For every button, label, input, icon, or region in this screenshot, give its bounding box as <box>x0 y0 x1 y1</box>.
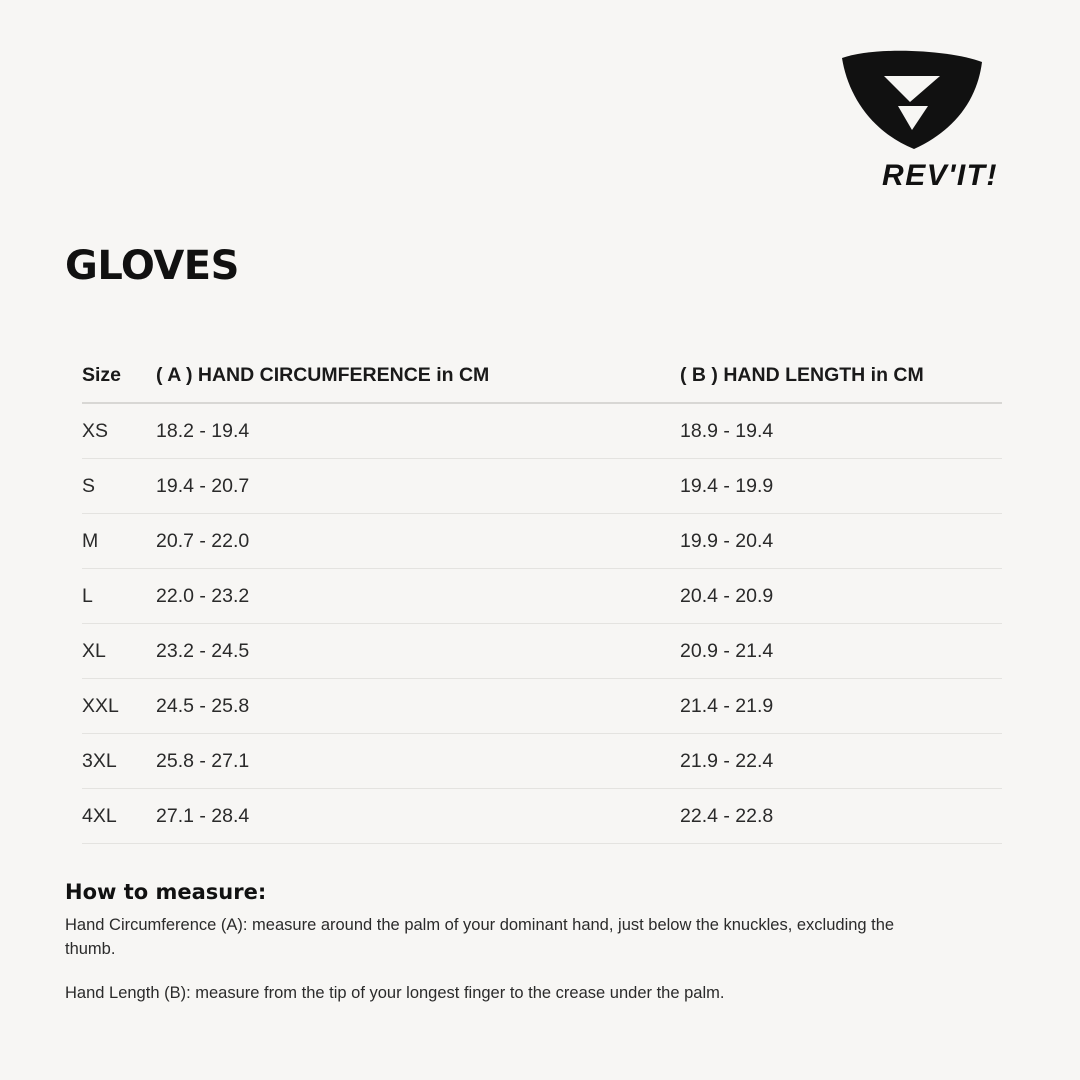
cell-size: 4XL <box>82 789 156 844</box>
how-to-measure-heading: How to measure: <box>65 880 267 904</box>
cell-hand-length: 19.4 - 19.9 <box>680 459 1002 514</box>
cell-hand-length: 21.4 - 21.9 <box>680 679 1002 734</box>
page-title: GLOVES <box>65 243 239 289</box>
table-row <box>82 459 1002 514</box>
table-row <box>82 734 1002 789</box>
cell-hand-circumference: 23.2 - 24.5 <box>156 624 680 679</box>
cell-size: XS <box>82 403 156 459</box>
cell-size: XL <box>82 624 156 679</box>
revit-shield-icon <box>832 46 992 151</box>
table-body <box>82 403 1002 844</box>
cell-hand-length: 20.4 - 20.9 <box>680 569 1002 624</box>
cell-hand-length: 19.9 - 20.4 <box>680 514 1002 569</box>
cell-hand-circumference: 19.4 - 20.7 <box>156 459 680 514</box>
cell-hand-length: 18.9 - 19.4 <box>680 403 1002 459</box>
table-row <box>82 403 1002 459</box>
table-row <box>82 569 1002 624</box>
cell-hand-circumference: 24.5 - 25.8 <box>156 679 680 734</box>
brand-wordmark: REV'IT! <box>882 159 998 192</box>
cell-hand-circumference: 27.1 - 28.4 <box>156 789 680 844</box>
column-header-size: Size <box>82 364 156 403</box>
size-table <box>82 364 1002 844</box>
cell-size: M <box>82 514 156 569</box>
cell-size: 3XL <box>82 734 156 789</box>
cell-size: XXL <box>82 679 156 734</box>
cell-size: L <box>82 569 156 624</box>
table-head <box>82 364 1002 403</box>
size-table-container <box>82 364 1002 844</box>
how-to-measure-circumference-text: Hand Circumference (A): measure around the palm of your dominant hand, just below the knuckles, excluding the thumb. <box>65 916 895 958</box>
column-header-hand-circumference: ( A ) HAND CIRCUMFERENCE in CM <box>156 364 680 403</box>
table-row <box>82 624 1002 679</box>
cell-hand-circumference: 22.0 - 23.2 <box>156 569 680 624</box>
how-to-measure-length-text: Hand Length (B): measure from the tip of your longest finger to the crease under the palm. <box>65 983 725 1002</box>
cell-hand-length: 21.9 - 22.4 <box>680 734 1002 789</box>
cell-hand-circumference: 25.8 - 27.1 <box>156 734 680 789</box>
table-header-row <box>82 364 1002 403</box>
how-to-measure-section <box>65 880 965 1006</box>
brand-logo <box>822 46 1002 193</box>
cell-hand-length: 22.4 - 22.8 <box>680 789 1002 844</box>
cell-size: S <box>82 459 156 514</box>
table-row <box>82 514 1002 569</box>
cell-hand-circumference: 18.2 - 19.4 <box>156 403 680 459</box>
column-header-hand-length: ( B ) HAND LENGTH in CM <box>680 364 1002 403</box>
table-row <box>82 789 1002 844</box>
cell-hand-length: 20.9 - 21.4 <box>680 624 1002 679</box>
cell-hand-circumference: 20.7 - 22.0 <box>156 514 680 569</box>
table-row <box>82 679 1002 734</box>
